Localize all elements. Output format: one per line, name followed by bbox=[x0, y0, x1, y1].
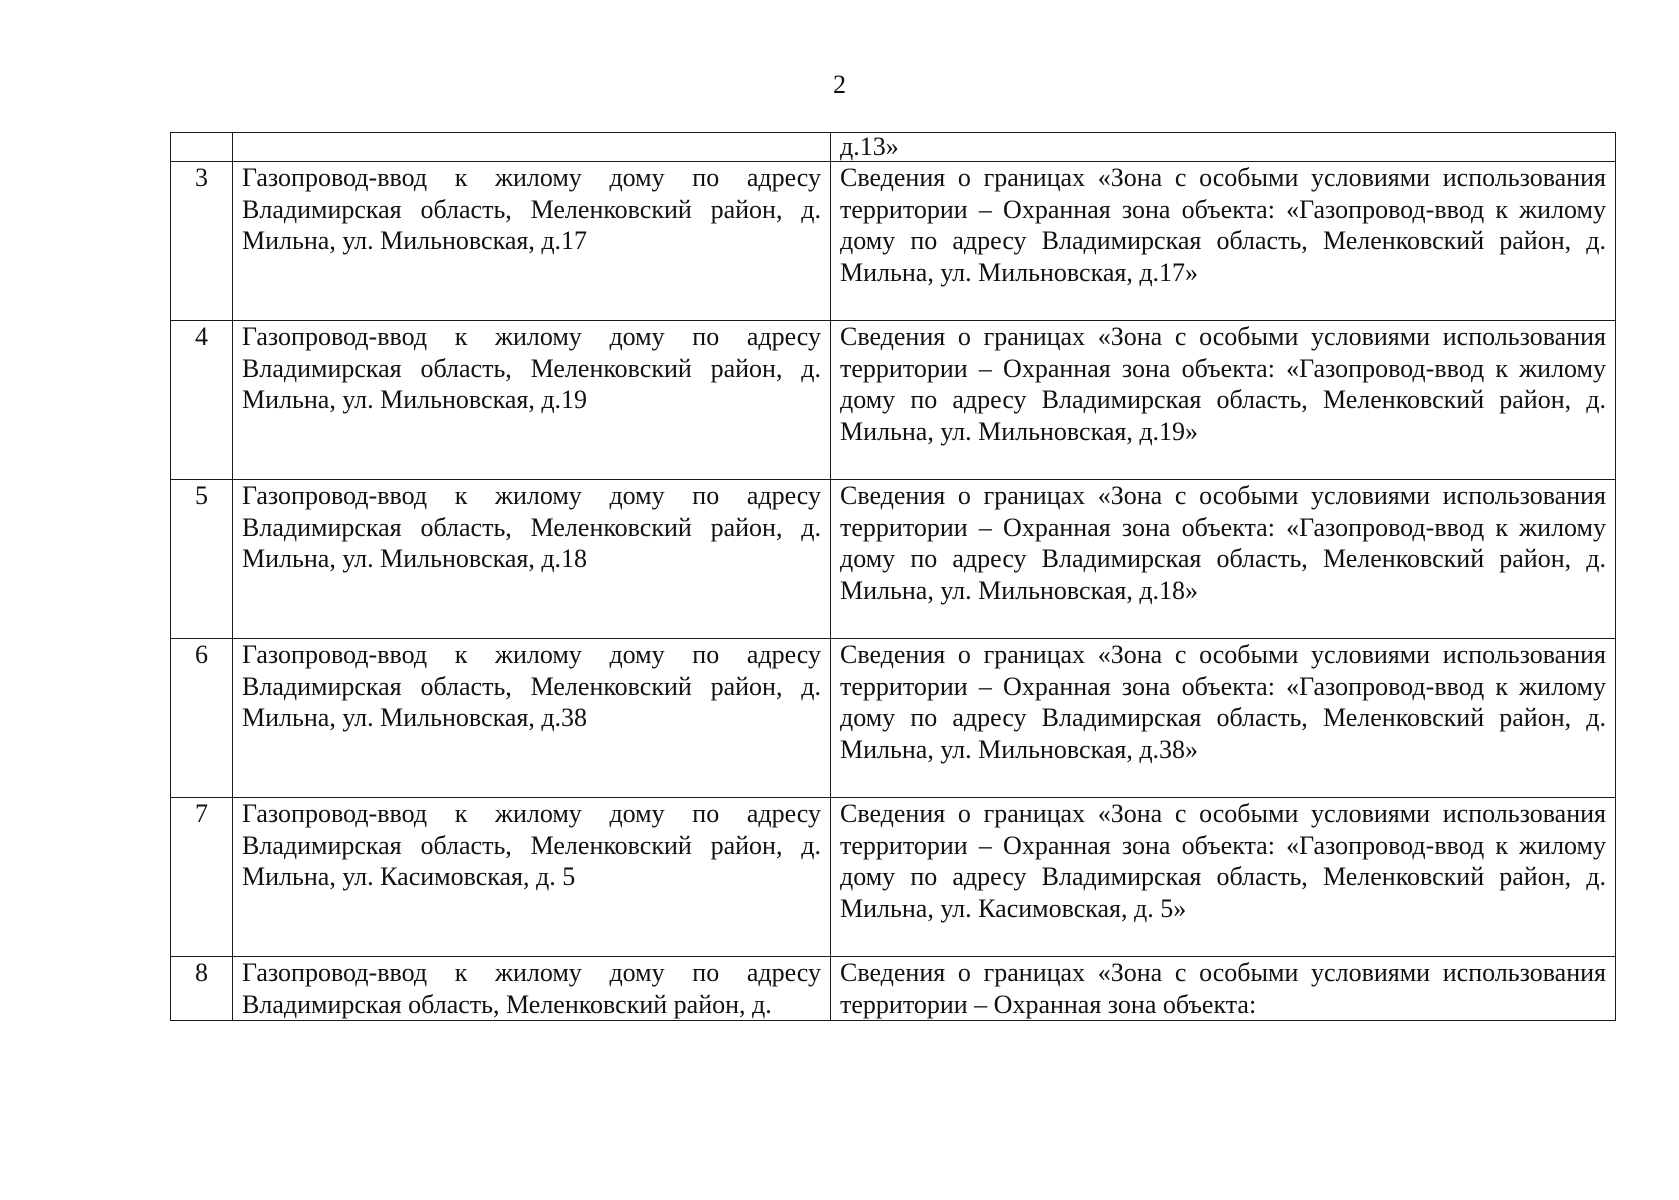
page-number: 2 bbox=[833, 70, 846, 99]
row-number-cell: 7 bbox=[171, 798, 233, 957]
table-row bbox=[171, 480, 1616, 639]
object-name-cell: Газопровод-ввод к жилому дому по адресу Владимирская область, Меленковский район, д. bbox=[233, 957, 831, 1021]
zones-table bbox=[170, 132, 1616, 1021]
row-number-cell: 5 bbox=[171, 480, 233, 639]
object-name-cell: Газопровод-ввод к жилому дому по адресу Владимирская область, Меленковский район, д. Мильна, ул. Мильновская, д.17 bbox=[233, 162, 831, 321]
table-row bbox=[171, 321, 1616, 480]
boundary-info-cell: Сведения о границах «Зона с особыми условиями использования территории – Охранная зона объекта: «Газопровод-ввод к жилому дому по адресу Владимирская область, Меленковский район, д. Мильна, ул. Мильновская, д.18» bbox=[831, 480, 1616, 639]
boundary-info-cell: Сведения о границах «Зона с особыми условиями использования территории – Охранная зона объекта: «Газопровод-ввод к жилому дому по адресу Владимирская область, Меленковский район, д. Мильна, ул. Мильновская, д.38» bbox=[831, 639, 1616, 798]
row-number-cell bbox=[171, 133, 233, 162]
boundary-info-cell: Сведения о границах «Зона с особыми условиями использования территории – Охранная зона объекта: bbox=[831, 957, 1616, 1021]
object-name-cell: Газопровод-ввод к жилому дому по адресу Владимирская область, Меленковский район, д. Мильна, ул. Мильновская, д.18 bbox=[233, 480, 831, 639]
object-name-cell: Газопровод-ввод к жилому дому по адресу Владимирская область, Меленковский район, д. Мильна, ул. Касимовская, д. 5 bbox=[233, 798, 831, 957]
row-number-cell: 4 bbox=[171, 321, 233, 480]
object-name-cell bbox=[233, 133, 831, 162]
row-number-cell: 3 bbox=[171, 162, 233, 321]
table-row bbox=[171, 162, 1616, 321]
boundary-info-cell: Сведения о границах «Зона с особыми условиями использования территории – Охранная зона объекта: «Газопровод-ввод к жилому дому по адресу Владимирская область, Меленковский район, д. Мильна, ул. Касимовская, д. 5» bbox=[831, 798, 1616, 957]
object-name-cell: Газопровод-ввод к жилому дому по адресу Владимирская область, Меленковский район, д. Мильна, ул. Мильновская, д.19 bbox=[233, 321, 831, 480]
boundary-info-cell: д.13» bbox=[831, 133, 1616, 162]
table-row bbox=[171, 957, 1616, 1021]
table-row bbox=[171, 798, 1616, 957]
row-number-cell: 6 bbox=[171, 639, 233, 798]
object-name-cell: Газопровод-ввод к жилому дому по адресу Владимирская область, Меленковский район, д. Мильна, ул. Мильновская, д.38 bbox=[233, 639, 831, 798]
boundary-info-cell: Сведения о границах «Зона с особыми условиями использования территории – Охранная зона объекта: «Газопровод-ввод к жилому дому по адресу Владимирская область, Меленковский район, д. Мильна, ул. Мильновская, д.17» bbox=[831, 162, 1616, 321]
boundary-info-cell: Сведения о границах «Зона с особыми условиями использования территории – Охранная зона объекта: «Газопровод-ввод к жилому дому по адресу Владимирская область, Меленковский район, д. Мильна, ул. Мильновская, д.19» bbox=[831, 321, 1616, 480]
table-row bbox=[171, 639, 1616, 798]
row-number-cell: 8 bbox=[171, 957, 233, 1021]
table-row-continuation bbox=[171, 133, 1616, 162]
